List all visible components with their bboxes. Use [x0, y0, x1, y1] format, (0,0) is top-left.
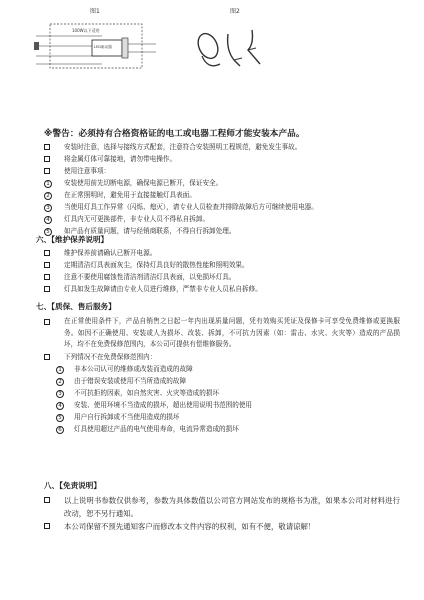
maintenance-item — [44, 283, 400, 295]
maintenance-item — [44, 271, 400, 283]
warranty-exclusion-item-text: 不可抗拒的因素，如自然灾害、火灾等造成的损坏 — [74, 388, 220, 397]
warranty-exclusion-item — [44, 387, 400, 399]
disclaimer-item-text: 本公司保留不预先通知客户而修改本文件内容的权利，如有不便，敬请谅解！ — [64, 522, 316, 531]
circled-number-icon: 4 — [56, 402, 64, 410]
section-7-lead-text: 下列情况不在免费保修范围内： — [64, 352, 157, 361]
warning-text: ※警告：必须持有合格资格证的电工或电器工程师才能安装本产品。 — [44, 129, 305, 139]
install-item — [44, 213, 400, 225]
checkbox-square-icon — [44, 250, 50, 256]
install-item — [44, 189, 400, 201]
maintenance-item-text: 定期清洁灯具表面灰尘，保持灯具良好的散热性能和照明效果。 — [64, 261, 249, 269]
disclaimer-item-text: 以上说明书参数仅供参考，参数为具体数值以公司官方网站发布的规格书为准，如果本公司对材料进行改动，恕不另行通知。 — [64, 496, 400, 518]
install-item-text: 在正常照明时，避免用于直接接触灯具表面。 — [64, 191, 196, 199]
install-item-text: 当使用灯具工作异常（闪烁、熄灭），请专业人员检查并排除故障后方可继续使用电器。 — [64, 203, 318, 211]
checkbox-square-icon — [44, 497, 50, 503]
checkbox-square-icon — [44, 523, 50, 529]
circled-number-icon: 6 — [56, 426, 64, 434]
circled-number-icon: 3 — [44, 204, 52, 212]
checkbox-square-icon — [44, 354, 50, 360]
figure-1-inner-label: 100W以下适用 — [72, 28, 100, 33]
install-item — [44, 201, 400, 213]
install-item-text: 安装时注意，选择与接线方式配套，注意符合安装照明工程规范，避免发生事故。 — [64, 143, 302, 151]
section-6-title: 六、【维护保养说明】 — [36, 235, 109, 244]
install-item-text: 灯具内无可更换部件，非专业人员不得私自拆卸。 — [64, 215, 210, 223]
section-7-lead — [44, 351, 400, 363]
circled-number-icon: 3 — [56, 390, 64, 398]
warranty-exclusion-item-text: 非本公司认可的维修或改装而造成的故障 — [74, 364, 193, 373]
warranty-exclusion-item — [44, 375, 400, 387]
figure-1-driver-label: LED驱动器 — [94, 45, 112, 49]
install-item-text: 安装使用前先切断电源，确保电源已断开，保证安全。 — [64, 179, 223, 187]
warranty-exclusion-item — [44, 411, 400, 423]
warranty-exclusion-item-text: 安装、使用环境不当造成的损坏，超出使用说明书范围的使用 — [74, 400, 253, 409]
section-6-list — [44, 247, 400, 295]
section-7-body — [44, 316, 400, 435]
warranty-exclusion-item-text: 灯具使用超过产品的电气使用寿命，电流异常造成的损坏 — [74, 424, 239, 433]
warranty-exclusion-item — [44, 423, 400, 435]
figure-2-label: 图2 — [230, 8, 240, 15]
disclaimer-item — [44, 520, 400, 533]
circled-number-icon: 1 — [56, 366, 64, 374]
figure-2-fixture-illustration — [190, 20, 280, 74]
install-item — [44, 165, 400, 177]
section-8-title: 八、【免责说明】 — [44, 481, 101, 490]
disclaimer-item — [44, 494, 400, 520]
checkbox-square-icon — [44, 274, 50, 280]
install-item — [44, 153, 400, 165]
circled-number-icon: 1 — [44, 180, 52, 188]
install-instructions — [44, 141, 400, 237]
warranty-exclusion-item — [44, 363, 400, 375]
circled-number-icon: 2 — [56, 378, 64, 386]
checkbox-square-icon — [44, 156, 50, 162]
figure-1-label: 图1 — [90, 8, 100, 15]
install-item-text: 如产品有质量问题，请与经销商联系，不得自行拆卸处理。 — [64, 227, 236, 235]
checkbox-square-icon — [44, 262, 50, 268]
install-item — [44, 141, 400, 153]
circled-number-icon: 2 — [44, 192, 52, 200]
maintenance-item-text: 注意不要使用腐蚀性清洁剂清洁灯具表面，以免损坏灯具。 — [64, 273, 236, 281]
maintenance-item-text: 维护保养前请确认已断开电源。 — [64, 249, 157, 257]
maintenance-item — [44, 259, 400, 271]
section-7-title: 七、【质保、售后服务】 — [36, 302, 116, 311]
section-8-list — [44, 494, 400, 533]
install-item-text: 使用注意事项： — [64, 167, 111, 175]
install-item-text: 将金属灯体可靠接地，请勿带电操作。 — [64, 155, 177, 163]
checkbox-square-icon — [44, 168, 50, 174]
circled-number-icon: 4 — [44, 216, 52, 224]
checkbox-square-icon — [44, 319, 50, 325]
checkbox-square-icon — [44, 286, 50, 292]
warranty-exclusion-item-text: 由于错误安装或使用不当所造成的故障 — [74, 376, 187, 385]
section-7-paragraph — [44, 316, 400, 351]
section-7-para-text: 在正常使用条件下，产品自销售之日起一年内出现质量问题，凭有效购买凭证及保修卡可享受免费维修或更换服务。如因不正确使用、安装或人为损坏、改装、拆卸，不可抗力因素（如：雷击、水灾、火灾等）造成的产品损坏，均不在免费保修范围内，本公司可提供有偿维修服务。 — [64, 317, 400, 349]
checkbox-square-icon — [44, 144, 50, 150]
maintenance-item — [44, 247, 400, 259]
circled-number-icon: 5 — [56, 414, 64, 422]
maintenance-item-text: 灯具如发生故障请由专业人员进行维修，严禁非专业人员私自拆修。 — [64, 285, 262, 293]
install-item — [44, 177, 400, 189]
circled-number-icon: 5 — [44, 228, 52, 236]
warranty-exclusion-item — [44, 399, 400, 411]
warranty-exclusion-item-text: 用户自行拆卸或不当使用造成的损坏 — [74, 412, 180, 421]
